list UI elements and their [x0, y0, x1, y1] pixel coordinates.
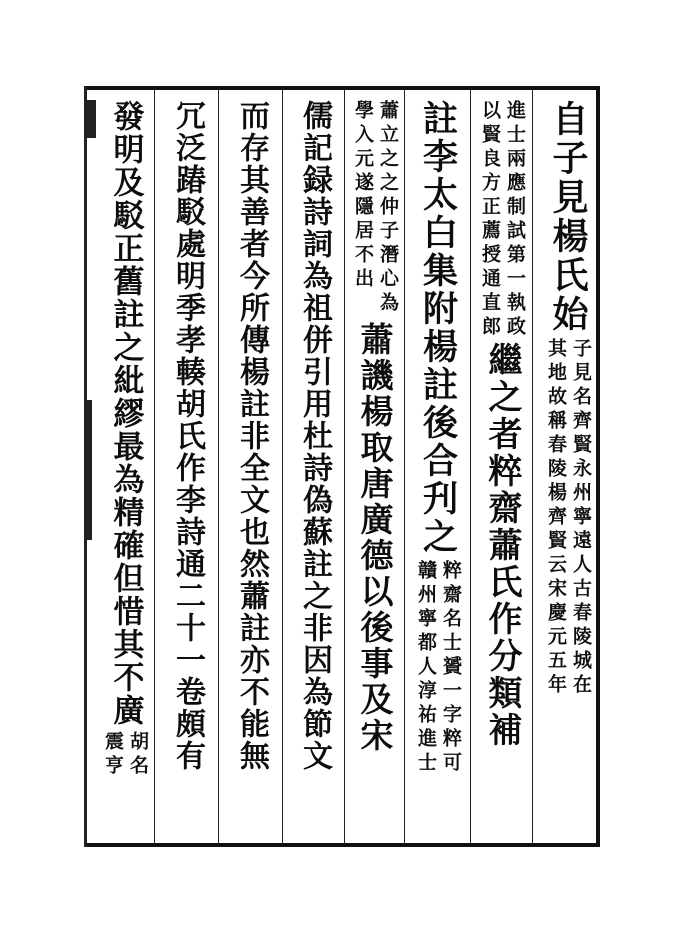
text-column-8 — [98, 100, 152, 840]
annotation-left: 贛州寧都人淳祐進士 — [415, 560, 437, 776]
text-column-6 — [222, 100, 280, 840]
main-text: 冗泛踳駁處明季孝輳胡氏作李詩通二十一卷頗有 — [170, 100, 205, 772]
column-rule — [282, 90, 283, 843]
column-rule — [154, 90, 155, 843]
annotation-right: 蕭立之之仲子潛心為 — [377, 100, 399, 316]
main-text: 發明及駁正舊註之紕繆最為精確但惜其不廣 — [107, 100, 144, 727]
text-column-5 — [286, 100, 342, 840]
column-rule — [470, 90, 471, 843]
main-text: 蕭譏楊取唐廣德以後事及宋 — [355, 322, 395, 754]
main-text: 自子見楊氏始 — [547, 100, 589, 334]
column-rule — [404, 90, 405, 843]
main-text: 繼之者粹齋蕭氏作分類補 — [482, 342, 522, 749]
annotation-right: 子見名齊賢永州寧遠人古春陵城在 — [570, 338, 592, 698]
text-column-4 — [348, 100, 402, 840]
text-column-3 — [408, 100, 468, 840]
bleed-ink-mark — [86, 100, 96, 138]
text-column-1 — [540, 100, 596, 840]
main-text: 註李太白集附楊註後合刋之 — [417, 100, 459, 556]
annotation-pair — [103, 731, 147, 779]
annotation-pair — [416, 560, 460, 776]
annotation-right: 進士兩應制試第一執政 — [504, 100, 526, 340]
annotation-pair — [480, 100, 524, 340]
annotation-right: 胡名 — [127, 731, 149, 779]
annotation-left: 其地故稱春陵楊齊賢云宋慶元五年 — [545, 338, 567, 698]
annotation-left: 學入元遂隱居不出 — [352, 100, 374, 292]
main-text: 而存其善者今所傳楊註非全文也然蕭註亦不能無 — [234, 100, 269, 772]
column-rule — [218, 90, 219, 843]
annotation-pair — [353, 100, 397, 316]
text-column-7 — [158, 100, 216, 840]
text-column-2 — [474, 100, 530, 840]
annotation-left: 震亨 — [102, 731, 124, 779]
column-rule — [532, 90, 533, 843]
bleed-ink-mark — [86, 400, 92, 540]
annotation-left: 以賢良方正薦授通直郎 — [479, 100, 501, 340]
annotation-pair — [546, 338, 590, 698]
annotation-right: 粹齋名士贇一字粹可 — [440, 560, 462, 776]
column-rule — [344, 90, 345, 843]
main-text: 儒記録詩詞為祖併引用杜詩偽蘇註之非因為節文 — [297, 100, 332, 772]
